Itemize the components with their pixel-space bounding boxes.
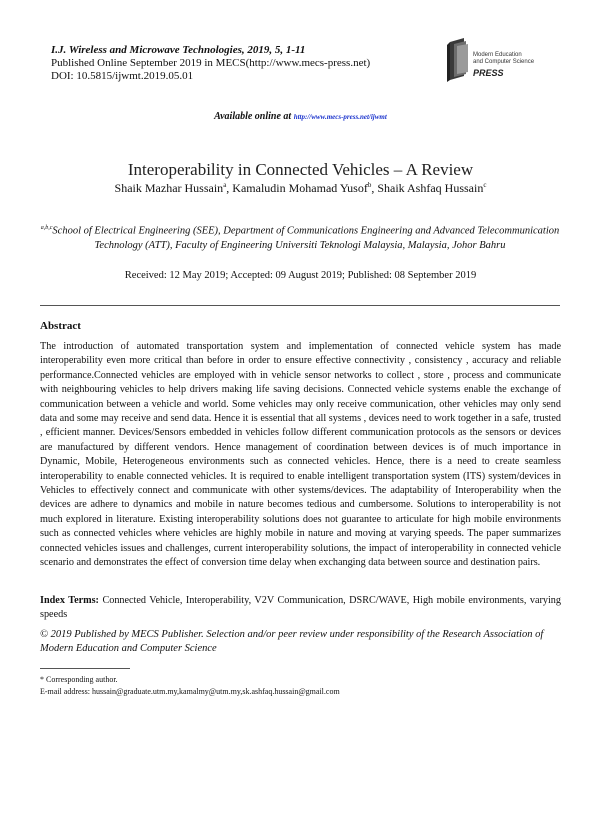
corresponding-author-note: * Corresponding author. [40, 675, 118, 684]
author-name: Shaik Ashfaq Hussain [377, 181, 484, 195]
author-name: Shaik Mazhar Hussain [114, 181, 224, 195]
index-terms-label: Index Terms: [40, 595, 99, 606]
author-sup: b [367, 181, 372, 189]
copyright-notice: © 2019 Published by MECS Publisher. Selection and/or peer review under responsibility of the Research Association of Modern Education and Computer Science [40, 629, 544, 655]
index-terms [40, 594, 561, 623]
logo-line-2: and Computer Science [473, 59, 535, 65]
available-online-label: Available online at [214, 111, 292, 122]
abstract-heading: Abstract [40, 320, 81, 332]
author-sup: c [483, 181, 487, 189]
published-online-line: Published Online September 2019 in MECS(http://www.mecs-press.net) [51, 57, 371, 69]
footnote-divider [40, 668, 130, 669]
logo-line-3: PRESS [473, 68, 504, 78]
affiliation [40, 221, 560, 253]
section-divider [40, 305, 560, 306]
author-sup: a [223, 181, 227, 189]
doi-line: DOI: 10.5815/ijwmt.2019.05.01 [51, 70, 194, 82]
mecs-press-logo [442, 36, 560, 86]
submission-dates: Received: 12 May 2019; Accepted: 09 August 2019; Published: 08 September 2019 [124, 270, 477, 281]
book-icon [442, 36, 560, 86]
journal-citation: I.J. Wireless and Microwave Technologies, 2019, 5, 1-11 [51, 44, 306, 56]
journal-url-link[interactable]: http://www.mecs-press.net/ijwmt [293, 113, 387, 121]
abstract-body: The introduction of automated transportation system and implementation of connected vehicle system has made interoperability even more critical than before in order to ensure effective connectivity , consistency , accuracy and reliable performance.Connected vehicles are employed with in vehicle sensor networks to collect , store , process and communicate with neighbouring vehicles to help drivers making life saving decisions. Connected vehicle systems enable the exchange of communication between a vehicle and world. Some vehicles may only receive communication, other vehicles may only send data and some may receive and send data. Hence it is essential that all systems , devices need to work together in a safe, trusted , efficient manner. Devices/Sensors embedded in vehicles follow different communication protocols as the sensors or devices are manufactured by different vendors. Hence management of coordination between devices is of much importance in Dynamic, Mobile, Heterogeneous environments such as connected vehicles. Hence, there is a need to create seamless interoperability to enable connected vehicles. It is required to enable intelligent transportation system (ITS) system/devices in Vehicles to effectively connect and communicate with other systems/devices. The adaptability of Interoperability when the devices are adhere to dynamics and mobile in nature becomes tedious and cumbersome. Solutions to interoperability is not much explored in literature. Existing interoperability solutions does not guarantee to articulate for high mobile environments such as connected vehicles where vehicles are highly mobile in nature and moving at varying speeds. The paper summarizes connected vehicles issues and challenges, current interoperability solutions, the impact of interoperability in connected vehicle scenario and demonstrates the effect of conversion time delay when exchanging data between source and destination pairs. [40, 341, 561, 569]
author-list: Shaik Mazhar Hussain$^a$, Kamaludin Mohamad Yusof$^b$, Shaik Ashfaq Hussain$^c$ [114, 181, 487, 195]
available-online [0, 111, 601, 122]
paper-title: Interoperability in Connected Vehicles – A Review [127, 160, 474, 179]
affiliation-text: School of Electrical Engineering (SEE), Department of Communications Engineering and Advanced Telecommunication Technology (ATT), Faculty of Engineering Universiti Teknologi Malaysia, Malaysia, Johor Bahru [52, 225, 560, 251]
email-addresses: E-mail address: hussain@graduate.utm.my,kamalmy@utm.my,sk.ashfaq.hussain@gmail.com [40, 687, 340, 696]
affiliation-sup: a,b,c [40, 225, 53, 231]
index-terms-text: Connected Vehicle, Interoperability, V2V Communication, DSRC/WAVE, High mobile environments, varying speeds [40, 595, 561, 621]
logo-line-1: Modern Education [473, 52, 522, 58]
author-name: Kamaludin Mohamad Yusof [232, 181, 368, 195]
